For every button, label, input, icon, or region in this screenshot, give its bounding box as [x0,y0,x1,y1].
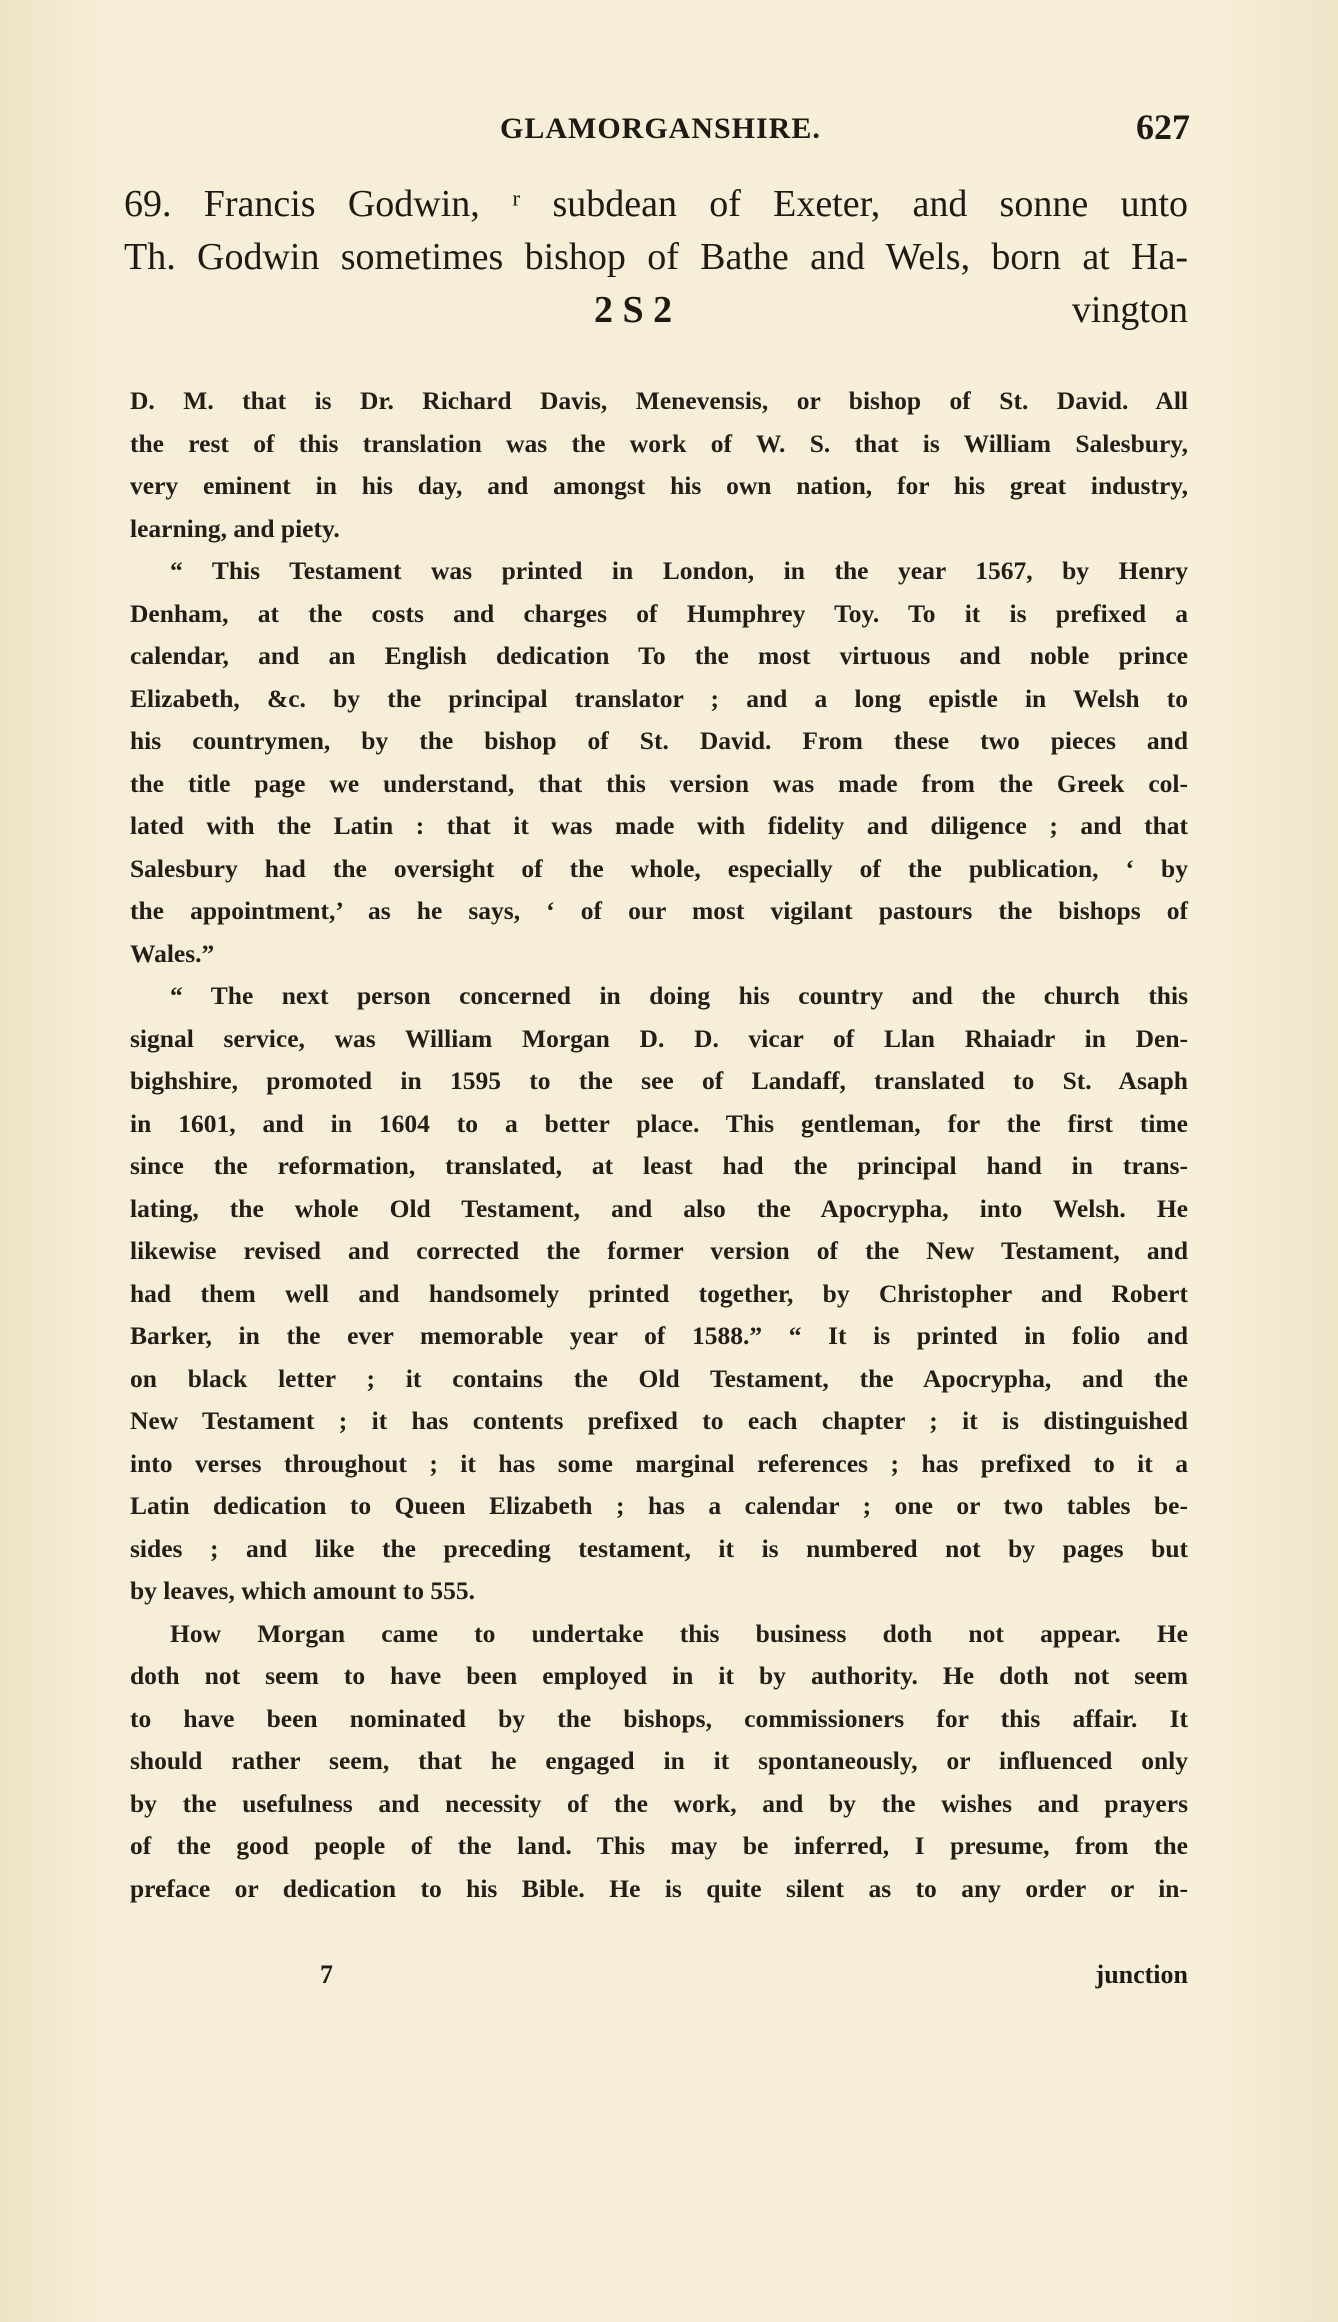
text-line: his countrymen, by the bishop of St. David. From these two pieces and [130,726,1188,755]
page-number: 627 [1136,107,1190,147]
text-line: calendar, and an English dedication To the most virtuous and noble prince [130,641,1188,670]
text-line: the rest of this translation was the work of W. S. that is William Salesbury, [130,428,1188,458]
text-line: Barker, in the ever memorable year of 1588.” “ It is printed in folio and [130,1321,1188,1350]
text-line: lating, the whole Old Testament, and also the Apocrypha, into Welsh. He [130,1193,1188,1223]
page-header [130,104,1190,154]
paragraph-3 [130,975,1188,1613]
signature-mark: 2 S 2 [594,289,673,331]
text-line: Wales.” [130,938,215,968]
carried-over-footnote [124,178,1188,337]
text-line: to have been nominated by the bishops, commissioners for this affair. It [130,1703,1188,1733]
text-line: lated with the Latin : that it was made with fidelity and diligence ; and that [130,811,1188,840]
footnote-catchword: vington [1071,289,1188,331]
text-line: How Morgan came to undertake this business doth not appear. He [170,1618,1188,1648]
page-footer [130,1960,1188,2000]
text-line: the appointment,’ as he says, ‘ of our most vigilant pastours the bishops of [130,896,1188,925]
text-line: New Testament ; it has contents prefixed to each chapter ; it is distinguished [130,1406,1188,1435]
text-line: likewise revised and corrected the former version of the New Testament, and [130,1236,1188,1265]
signature-mark: 7 [320,1960,333,1989]
text-line: should rather seem, that he engaged in it spontaneously, or influenced only [130,1746,1188,1775]
text-line: had them well and handsomely printed together, by Christopher and Robert [130,1278,1188,1308]
text-line: in 1601, and in 1604 to a better place. This gentleman, for the first time [130,1108,1188,1138]
text-line: Latin dedication to Queen Elizabeth ; has a calendar ; one or two tables be- [130,1491,1188,1520]
text-line: Elizabeth, &c. by the principal translator ; and a long epistle in Welsh to [130,683,1188,713]
paragraph-2 [130,550,1188,975]
text-line: Salesbury had the oversight of the whole, especially of the publication, ‘ by [130,853,1188,883]
text-line: on black letter ; it contains the Old Testament, the Apocrypha, and the [130,1363,1188,1393]
text-line: doth not seem to have been employed in it by authority. He doth not seem [130,1661,1188,1690]
text-line: into verses throughout ; it has some marginal references ; has prefixed to it a [130,1448,1188,1478]
text-line: bighshire, promoted in 1595 to the see of Landaff, translated to St. Asaph [130,1066,1188,1095]
text-line: Denham, at the costs and charges of Humphrey Toy. To it is prefixed a [130,598,1188,628]
text-line: the title page we understand, that this version was made from the Greek col- [130,768,1188,798]
text-line: “ The next person concerned in doing his country and the church this [170,981,1188,1010]
text-line: preface or dedication to his Bible. He is quite silent as to any order or in- [130,1873,1188,1903]
footnote-signature-row [124,284,1188,337]
text-line: learning, and piety. [130,513,340,543]
text-line: by the usefulness and necessity of the work, and by the wishes and prayers [130,1788,1188,1818]
text-line: since the reformation, translated, at least had the principal hand in trans- [130,1151,1188,1180]
text-line: “ This Testament was printed in London, in the year 1567, by Henry [170,556,1188,585]
paragraph-4 [130,1613,1188,1911]
footnote-line: 69. Francis Godwin, ʳ subdean of Exeter, and sonne unto [124,183,1188,225]
running-head: GLAMORGANSHIRE. [500,112,821,145]
text-line: very eminent in his day, and amongst his own nation, for his great industry, [130,471,1188,500]
text-line: of the good people of the land. This may be inferred, I presume, from the [130,1831,1188,1860]
catchword: junction [1095,1960,1188,1989]
footnote-line: Th. Godwin sometimes bishop of Bathe and Wels, born at Ha- [124,236,1188,278]
text-line: by leaves, which amount to 555. [130,1576,475,1605]
paragraph-1 [130,380,1188,550]
text-line: D. M. that is Dr. Richard Davis, Menevensis, or bishop of St. David. All [130,386,1188,415]
main-text [130,380,1188,1910]
text-line: sides ; and like the preceding testament, it is numbered not by pages but [130,1533,1188,1563]
text-line: signal service, was William Morgan D. D. vicar of Llan Rhaiadr in Den- [130,1023,1188,1053]
